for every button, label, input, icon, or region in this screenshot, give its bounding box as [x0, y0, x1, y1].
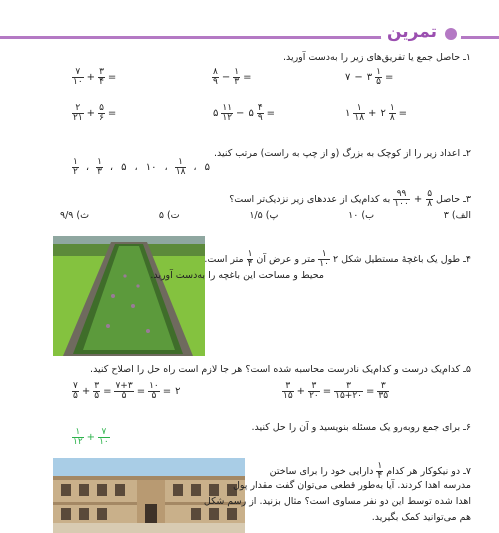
- numerator: ۷+۳: [115, 381, 133, 391]
- denominator: ۵: [148, 391, 160, 401]
- fraction: [98, 428, 110, 447]
- math-token: +: [296, 386, 306, 397]
- numerator: ۳: [99, 67, 104, 77]
- denominator: ۳: [97, 167, 102, 177]
- numerator: ۱: [389, 103, 395, 113]
- math-token: ۱: [345, 108, 351, 119]
- math-token: =: [322, 386, 332, 397]
- fraction: [247, 250, 254, 269]
- numerator: ۳: [285, 381, 291, 391]
- q3-option-c: پ) ۱/۵: [249, 210, 279, 221]
- math-token: −: [236, 108, 245, 119]
- fraction: [114, 382, 133, 401]
- q4-prompt-a: ۴ـ طول یک باغچهٔ مستطیل شکل: [341, 254, 471, 265]
- fraction: [175, 158, 187, 177]
- denominator: ۳: [234, 77, 240, 87]
- q3-prompt-b: به کدام‌یک از عددهای زیر نزدیک‌تر است؟: [229, 194, 391, 205]
- math-token: =: [366, 386, 375, 397]
- q1-expr-d: [72, 104, 117, 123]
- math-token: ،: [193, 162, 197, 173]
- denominator: ۱۸: [175, 167, 186, 177]
- q7-prompt-b: دارایی خود را برای ساختن: [269, 466, 374, 477]
- q5-equation-right: [282, 382, 389, 401]
- q1-expr-b: [212, 68, 252, 87]
- math-token: =: [243, 72, 252, 83]
- math-token: ،: [109, 162, 114, 173]
- math-token: +: [86, 432, 96, 443]
- q1-prompt: ۱ـ حاصل جمع یا تفریق‌های زیر را به‌دست آورید.: [282, 52, 471, 63]
- math-token: ۵: [248, 108, 254, 119]
- q5-prompt: ۵ـ کدام‌یک درست و کدام‌یک نادرست محاسبه شده است؟ هر جا لازم است راه حل را اصلاح کنید.: [90, 364, 471, 375]
- fraction: [375, 68, 382, 87]
- garden-photo: [53, 236, 205, 356]
- fraction: [72, 428, 84, 447]
- math-token: ۳: [366, 72, 373, 83]
- denominator: ۹: [257, 113, 263, 123]
- q6-expression: [72, 428, 110, 447]
- q4-line1: [204, 250, 471, 269]
- math-token: +: [81, 386, 91, 397]
- denominator: ۱۰: [99, 437, 109, 447]
- q4-whole: ۲: [332, 254, 339, 265]
- numerator: ۱: [321, 249, 327, 259]
- numerator: ۱: [376, 67, 381, 77]
- q2-prompt: ۲ـ اعداد زیر را از کوچک به بزرگ (و از چپ به راست) مرتب کنید.: [213, 148, 471, 159]
- q3-line: [229, 190, 471, 209]
- math-token: ،: [134, 162, 138, 173]
- math-token: +: [86, 72, 96, 83]
- denominator: ۳۵: [378, 391, 389, 401]
- title-bullet-icon: [445, 28, 457, 40]
- denominator: ۶: [99, 113, 104, 123]
- numerator: ۸: [213, 67, 218, 77]
- q3-plus: +: [413, 194, 423, 205]
- numerator: ۱: [377, 461, 383, 471]
- denominator: ۱۸: [354, 113, 365, 123]
- fraction: [393, 190, 410, 209]
- numerator: ۵: [427, 189, 433, 199]
- q4-prompt-b: متر و عرض آن: [256, 254, 316, 265]
- fraction: [98, 68, 105, 87]
- fraction: [98, 104, 105, 123]
- denominator: ۱۰۰: [394, 199, 409, 209]
- q7-line3: اهدا شده توسط این دو نفر مساوی است؟ مثال بزنید. از رسم شکل: [203, 496, 471, 507]
- q3-option-b: ب) ۱۰: [348, 210, 375, 221]
- denominator: ۵: [376, 77, 381, 87]
- numerator: ۱: [178, 157, 183, 167]
- fraction: [93, 382, 100, 401]
- fraction: [257, 104, 264, 123]
- denominator: ۱۰: [73, 77, 83, 87]
- q3-options: [60, 210, 471, 221]
- fraction: [72, 104, 84, 123]
- numerator: ۲: [75, 103, 81, 113]
- denominator: ۵: [73, 391, 78, 401]
- q5-equation-left: [72, 382, 182, 401]
- numerator: ۱: [356, 103, 362, 113]
- numerator: ۱: [73, 157, 78, 167]
- fraction: [72, 158, 79, 177]
- math-token: ،: [85, 162, 90, 173]
- denominator: ۴: [99, 77, 104, 87]
- numerator: ۵: [99, 103, 104, 113]
- math-token: =: [384, 72, 394, 83]
- q2-number-list: [72, 158, 211, 177]
- q3-fraction-a: [426, 190, 433, 209]
- q7-line4: هم می‌توانید کمک بگیرید.: [371, 512, 471, 523]
- q4-width-fraction: [247, 250, 254, 269]
- fraction: [389, 104, 396, 123]
- q4-line2: محیط و مساحت این باغچه را به‌دست آورید.: [150, 270, 324, 281]
- numerator: ۳: [380, 381, 386, 391]
- q1-expr-c: [344, 68, 394, 87]
- denominator: ۲۰: [309, 391, 319, 401]
- numerator: ۷: [101, 427, 107, 437]
- numerator: ۳: [94, 381, 100, 391]
- numerator: ۴: [257, 103, 263, 113]
- q3-fraction-b: [393, 190, 410, 209]
- q3-prompt-a: ۳ـ حاصل: [436, 194, 471, 205]
- denominator: ۱۵+۲۰: [335, 391, 363, 401]
- denominator: ۴: [377, 471, 383, 481]
- denominator: ۲۱: [73, 113, 83, 123]
- fraction: [72, 68, 84, 87]
- numerator: ۳: [311, 381, 317, 391]
- denominator: ۱۵: [283, 391, 293, 401]
- denominator: ۸: [427, 199, 433, 209]
- fraction: [282, 382, 294, 401]
- math-token: =: [398, 108, 408, 119]
- q4-prompt-c: متر است.: [204, 254, 244, 265]
- q4-length-fraction: [318, 250, 330, 269]
- denominator: ۴: [247, 259, 253, 269]
- math-token: =: [103, 386, 112, 397]
- page-title: تمرین: [386, 22, 437, 42]
- math-token: ۵: [121, 162, 127, 173]
- numerator: ۱۰: [149, 381, 159, 391]
- numerator: ۷: [73, 381, 78, 391]
- math-token: =: [162, 386, 172, 397]
- q3-option-e: ث) ۹/۹: [60, 210, 90, 221]
- denominator: ۱۰: [319, 259, 329, 269]
- math-token: ۵: [204, 162, 211, 173]
- fraction: [426, 190, 433, 209]
- numerator: ۱: [247, 249, 253, 259]
- denominator: ۲: [73, 167, 78, 177]
- fraction: [148, 382, 160, 401]
- numerator: ۱: [75, 427, 81, 437]
- numerator: ۳: [346, 381, 351, 391]
- math-token: −: [221, 72, 231, 83]
- fraction: [318, 250, 330, 269]
- fraction: [96, 158, 103, 177]
- fraction: [212, 68, 219, 87]
- denominator: ۵: [114, 391, 133, 401]
- fraction: [377, 382, 389, 401]
- math-token: ۱۰: [145, 162, 157, 173]
- denominator: ۱۲: [73, 437, 83, 447]
- math-token: +: [368, 108, 377, 119]
- q1-expr-f: [344, 104, 408, 123]
- denominator: ۸: [389, 113, 395, 123]
- q3-option-a: الف) ۳: [443, 210, 471, 221]
- math-token: ۵: [213, 108, 219, 119]
- math-token: =: [136, 386, 146, 397]
- q3-option-d: ت) ۵: [158, 210, 180, 221]
- fraction: [72, 382, 79, 401]
- fraction: [353, 104, 365, 123]
- denominator: ۵: [94, 391, 100, 401]
- math-token: =: [107, 72, 117, 83]
- math-token: ۷: [345, 72, 351, 83]
- q7-line2: مدرسه اهدا کردند. آیا به‌طور قطعی می‌توان گفت مقدار پول: [232, 480, 471, 491]
- math-token: ۲: [380, 108, 386, 119]
- math-token: =: [266, 108, 276, 119]
- denominator: ۹: [213, 77, 218, 87]
- numerator: ۱: [97, 157, 102, 167]
- numerator: ۱: [234, 67, 240, 77]
- numerator: ۱۱: [222, 103, 233, 113]
- math-token: =: [107, 108, 117, 119]
- numerator: ۷: [75, 67, 81, 77]
- q1-expr-e: [212, 104, 276, 123]
- math-token: +: [86, 108, 96, 119]
- q7-prompt-a: ۷ـ دو نیکوکار هر کدام: [386, 466, 471, 477]
- fraction: [334, 382, 363, 401]
- fraction: [233, 68, 240, 87]
- math-token: ،: [164, 162, 168, 173]
- q1-expr-a: [72, 68, 117, 87]
- header-bar: [0, 0, 499, 40]
- q6-prompt: ۶ـ برای جمع روبه‌رو یک مسئله بنویسید و آن را حل کنید.: [251, 422, 471, 433]
- garden-illustration: [53, 236, 205, 356]
- math-token: ۲: [175, 386, 181, 397]
- denominator: ۱۲: [222, 113, 233, 123]
- math-token: −: [354, 72, 363, 83]
- fraction: [221, 104, 233, 123]
- fraction: [308, 382, 320, 401]
- numerator: ۹۹: [396, 189, 407, 199]
